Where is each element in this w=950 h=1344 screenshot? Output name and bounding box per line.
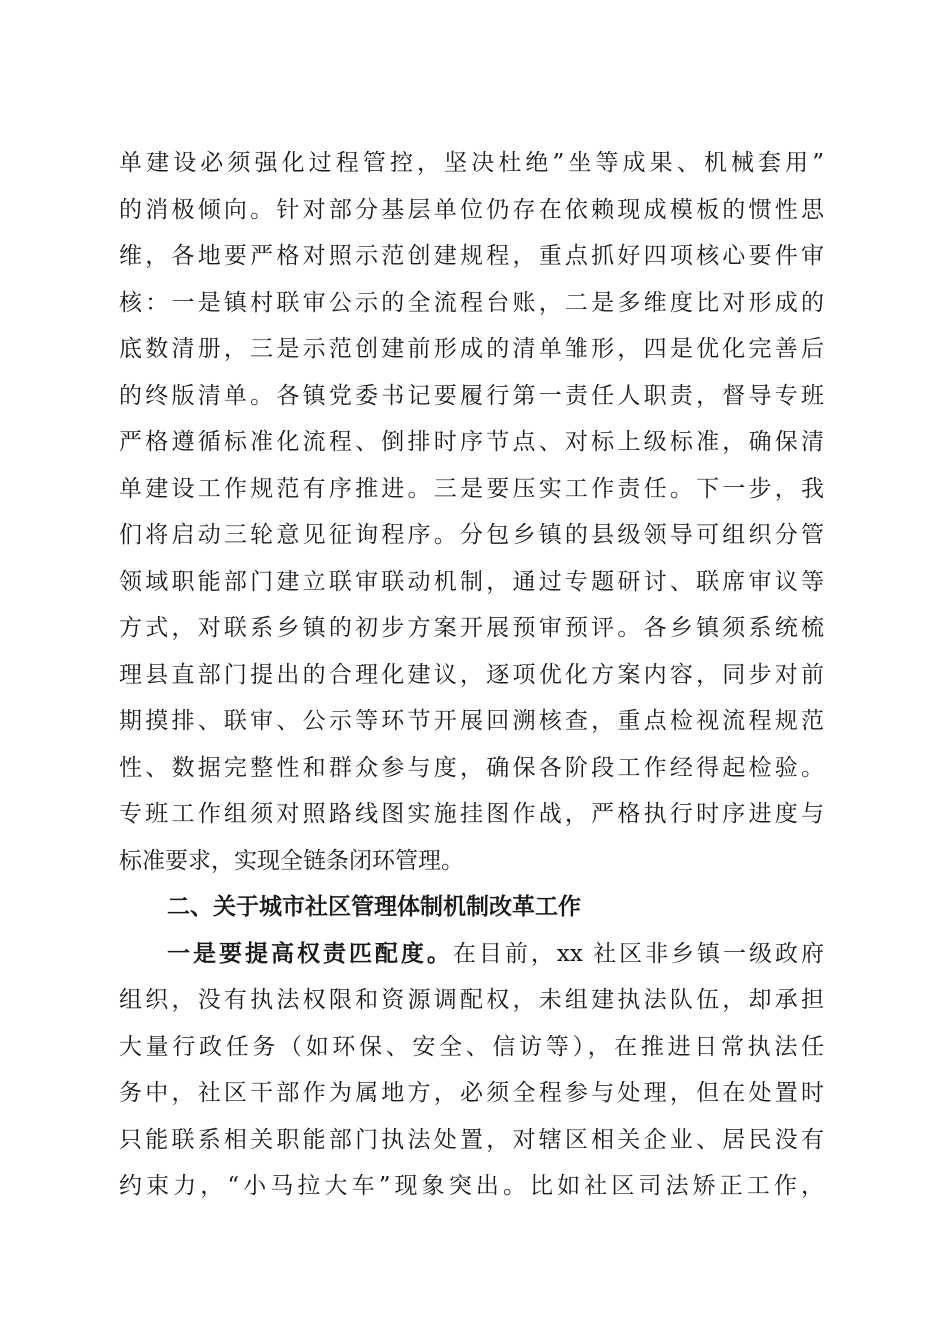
text-line: 领域职能部门建立联审联动机制，通过专题研讨、联席审议等 — [119, 568, 824, 595]
text-line: 只能联系相关职能部门执法处置，对辖区相关企业、居民没有 — [119, 1126, 824, 1153]
text-line: 组织，没有执法权限和资源调配权，未组建执法队伍，却承担 — [119, 987, 824, 1013]
text-line: 维，各地要严格对照示范创建规程，重点抓好四项核心要件审 — [119, 243, 824, 269]
text-line: 的消极倾向。针对部分基层单位仍存在依赖现成模板的惯性思 — [119, 196, 824, 223]
text-line: 核：一是镇村联审公示的全流程台账，二是多维度比对形成的 — [119, 289, 824, 316]
paragraph-first-line-rest: 在目前，xx 社区非乡镇一级政府 — [452, 940, 825, 967]
text-line: 方式，对联系乡镇的初步方案开展预审预评。各乡镇须系统梳 — [119, 615, 824, 641]
text-line: 单建设工作规范有序推进。三是要压实工作责任。下一步，我 — [119, 475, 824, 502]
paragraph-lead: 一是要提高权责匹配度。 — [167, 940, 453, 967]
text-line: 性、数据完整性和群众参与度，确保各阶段工作经得起检验。 — [119, 754, 824, 781]
text-line: 们将启动三轮意见征询程序。分包乡镇的县级领导可组织分管 — [119, 522, 824, 548]
text-line: 约束力，“小马拉大车”现象突出。比如社区司法矫正工作， — [119, 1173, 824, 1199]
section-heading: 二、关于城市社区管理体制机制改革工作 — [167, 894, 581, 920]
text-line: 严格遵循标准化流程、倒排时序节点、对标上级标准，确保清 — [119, 429, 824, 455]
text-line: 底数清册，三是示范创建前形成的清单雏形，四是优化完善后 — [119, 336, 824, 362]
text-line: 务中，社区干部作为属地方，必须全程参与处理，但在处置时 — [119, 1080, 824, 1106]
text-line: 专班工作组须对照路线图实施挂图作战，严格执行时序进度与 — [119, 801, 824, 827]
text-line: 理县直部门提出的合理化建议，逐项优化方案内容，同步对前 — [119, 661, 824, 688]
text-line: 期摸排、联审、公示等环节开展回溯核查，重点检视流程规范 — [119, 708, 824, 734]
text-line: 单建设必须强化过程管控，坚决杜绝”坐等成果、机械套用” — [119, 150, 824, 176]
text-line: 标准要求，实现全链条闭环管理。 — [119, 847, 464, 874]
paragraph-first-line — [119, 931, 824, 978]
text-line: 的终版清单。各镇党委书记要履行第一责任人职责，督导专班 — [119, 382, 824, 409]
text-line: 大量行政任务（如环保、安全、信访等），在推进日常执法任 — [119, 1033, 824, 1060]
document-body — [119, 140, 824, 1210]
